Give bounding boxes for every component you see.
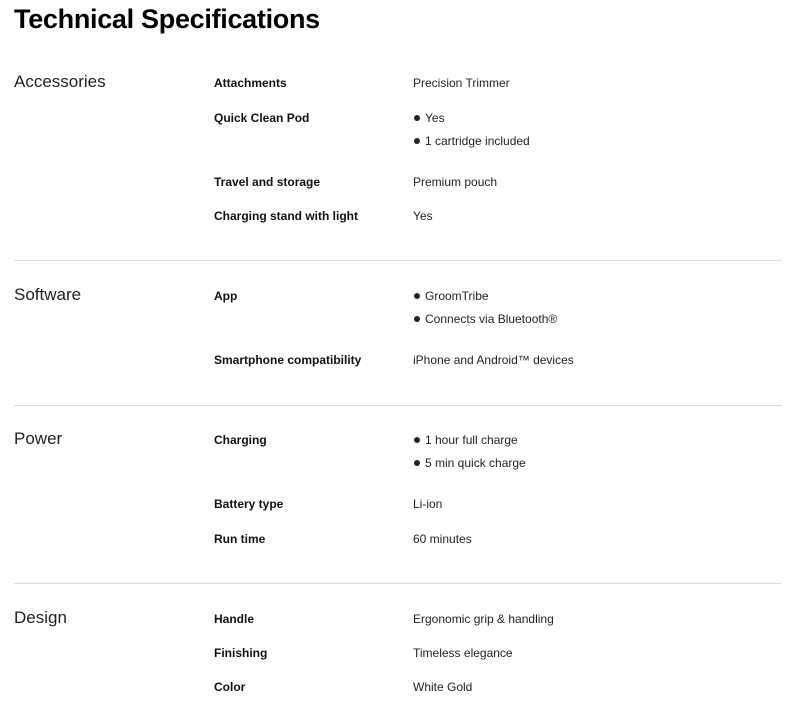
bullet-icon (414, 316, 420, 322)
bullet-list (413, 289, 557, 335)
bullet-icon (414, 115, 420, 121)
spec-label: Attachments (214, 76, 287, 90)
section-divider (14, 260, 782, 261)
spec-label: Battery type (214, 497, 284, 511)
section-title-accessories: Accessories (14, 72, 106, 91)
spec-label: Color (214, 680, 246, 694)
spec-value: Yes (413, 209, 433, 223)
bullet-list (413, 433, 526, 479)
list-item: 1 hour full charge (413, 433, 526, 456)
spec-label: Smartphone compatibility (214, 353, 362, 367)
spec-label: Charging stand with light (214, 209, 358, 223)
section-divider (14, 583, 782, 584)
spec-label: Travel and storage (214, 175, 321, 189)
page-title: Technical Specifications (14, 4, 320, 34)
spec-value: Precision Trimmer (413, 76, 510, 90)
bullet-icon (414, 293, 420, 299)
spec-value: White Gold (413, 680, 473, 694)
spec-value: 60 minutes (413, 532, 472, 546)
section-divider (14, 405, 782, 406)
spec-value: iPhone and Android™ devices (413, 353, 574, 367)
spec-value: Li-ion (413, 497, 443, 511)
list-item: 1 cartridge included (413, 134, 530, 157)
spec-value: Ergonomic grip & handling (413, 612, 554, 626)
list-item: GroomTribe (413, 289, 557, 312)
list-item: Connects via Bluetooth® (413, 312, 557, 335)
list-item: Yes (413, 111, 530, 134)
spec-label: Handle (214, 612, 255, 626)
bullet-icon (414, 460, 420, 466)
section-title-power: Power (14, 429, 63, 448)
spec-value: Timeless elegance (413, 646, 513, 660)
section-title-design: Design (14, 608, 67, 627)
spec-label: Charging (214, 433, 267, 447)
spec-label: Quick Clean Pod (214, 111, 310, 125)
bullet-list (413, 111, 530, 157)
spec-label: Finishing (214, 646, 268, 660)
spec-value: Premium pouch (413, 175, 498, 189)
section-title-software: Software (14, 285, 82, 304)
spec-label: Run time (214, 532, 266, 546)
bullet-icon (414, 138, 420, 144)
bullet-icon (414, 437, 420, 443)
spec-label: App (214, 289, 238, 303)
list-item: 5 min quick charge (413, 456, 526, 479)
